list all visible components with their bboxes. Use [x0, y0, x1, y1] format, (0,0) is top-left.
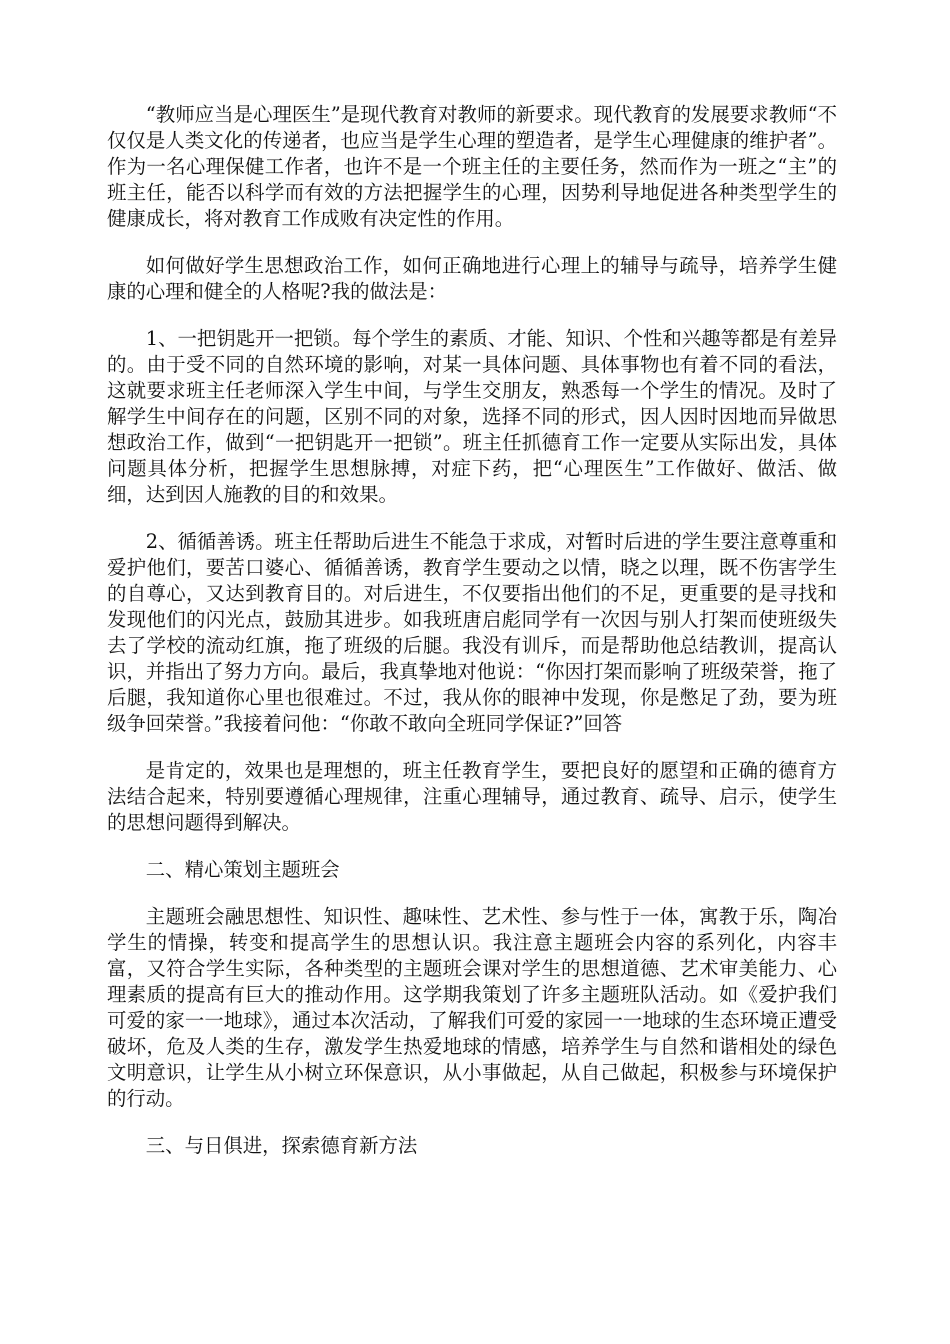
paragraph-point-2-continued: 是肯定的，效果也是理想的，班主任教育学生，要把良好的愿望和正确的德育方法结合起来，特别要遵循心理规律，注重心理辅导，通过教育、疏导、启示，使学生的思想问题得到解决。: [107, 759, 837, 834]
paragraph-point-2: 2、循循善诱。班主任帮助后进生不能急于求成，对暂时后进的学生要注意尊重和爱护他们，要苦口婆心、循循善诱，教育学生要动之以情，晓之以理，既不伤害学生的自尊心，又达到教育目的。对后进生，不仅要指出他们的不足，更重要的是寻找和发现他们的闪光点，鼓励其进步。如我班唐启彪同学有一次因与别人打架而使班级失去了学校的流动红旗，拖了班级的后腿。我没有训斥，而是帮助他总结教训，提高认识，并指出了努力方向。最后，我真挚地对他说：“你因打架而影响了班级荣誉，拖了后腿，我知道你心里也很难过。不过，我从你的眼神中发现，你是憋足了劲，要为班级争回荣誉。”我接着问他：“你敢不敢向全班同学保证?”回答: [107, 530, 837, 735]
paragraph-theme-meeting: 主题班会融思想性、知识性、趣味性、艺术性、参与性于一体，寓教于乐，陶冶学生的情操，转变和提高学生的思想认识。我注意主题班会内容的系列化，内容丰富，又符合学生实际，各种类型的主题班会课对学生的思想道德、艺术审美能力、心理素质的提高有巨大的推动作用。这学期我策划了许多主题班队活动。如《爱护我们可爱的家一一地球》，通过本次活动，了解我们可爱的家园一一地球的生态环境正遭受破坏，危及人类的生存，激发学生热爱地球的情感，培养学生与自然和谐相处的绿色文明意识，让学生从小树立环保意识，从小事做起，从自己做起，积极参与环境保护的行动。: [107, 905, 837, 1110]
paragraph-intro: “教师应当是心理医生”是现代教育对教师的新要求。现代教育的发展要求教师“不仅仅是人类文化的传递者，也应当是学生心理的塑造者，是学生心理健康的维护者”。作为一名心理保健工作者，也许不是一个班主任的主要任务，然而作为一班之“主”的班主任，能否以科学而有效的方法把握学生的心理，因势利导地促进各种类型学生的健康成长，将对教育工作成败有决定性的作用。: [107, 103, 837, 230]
paragraph-question: 如何做好学生思想政治工作，如何正确地进行心理上的辅导与疏导，培养学生健康的心理和健全的人格呢?我的做法是：: [107, 254, 837, 303]
section-heading-2: 二、精心策划主题班会: [145, 858, 340, 881]
document-page: [107, 102, 837, 1180]
paragraph-point-1: 1、一把钥匙开一把锁。每个学生的素质、才能、知识、个性和兴趣等都是有差异的。由于受不同的自然环境的影响，对某一具体问题、具体事物也有着不同的看法，这就要求班主任老师深入学生中间，与学生交朋友，熟悉每一个学生的情况。及时了解学生中间存在的问题，区别不同的对象，选择不同的形式，因人因时因地而异做思想政治工作，做到“一把钥匙开一把锁”。班主任抓德育工作一定要从实际出发，具体问题具体分析，把握学生思想脉搏，对症下药，把“心理医生”工作做好、做活、做细，达到因人施教的目的和效果。: [107, 327, 837, 506]
section-heading-3: 三、与日俱进，探索德育新方法: [145, 1134, 418, 1157]
